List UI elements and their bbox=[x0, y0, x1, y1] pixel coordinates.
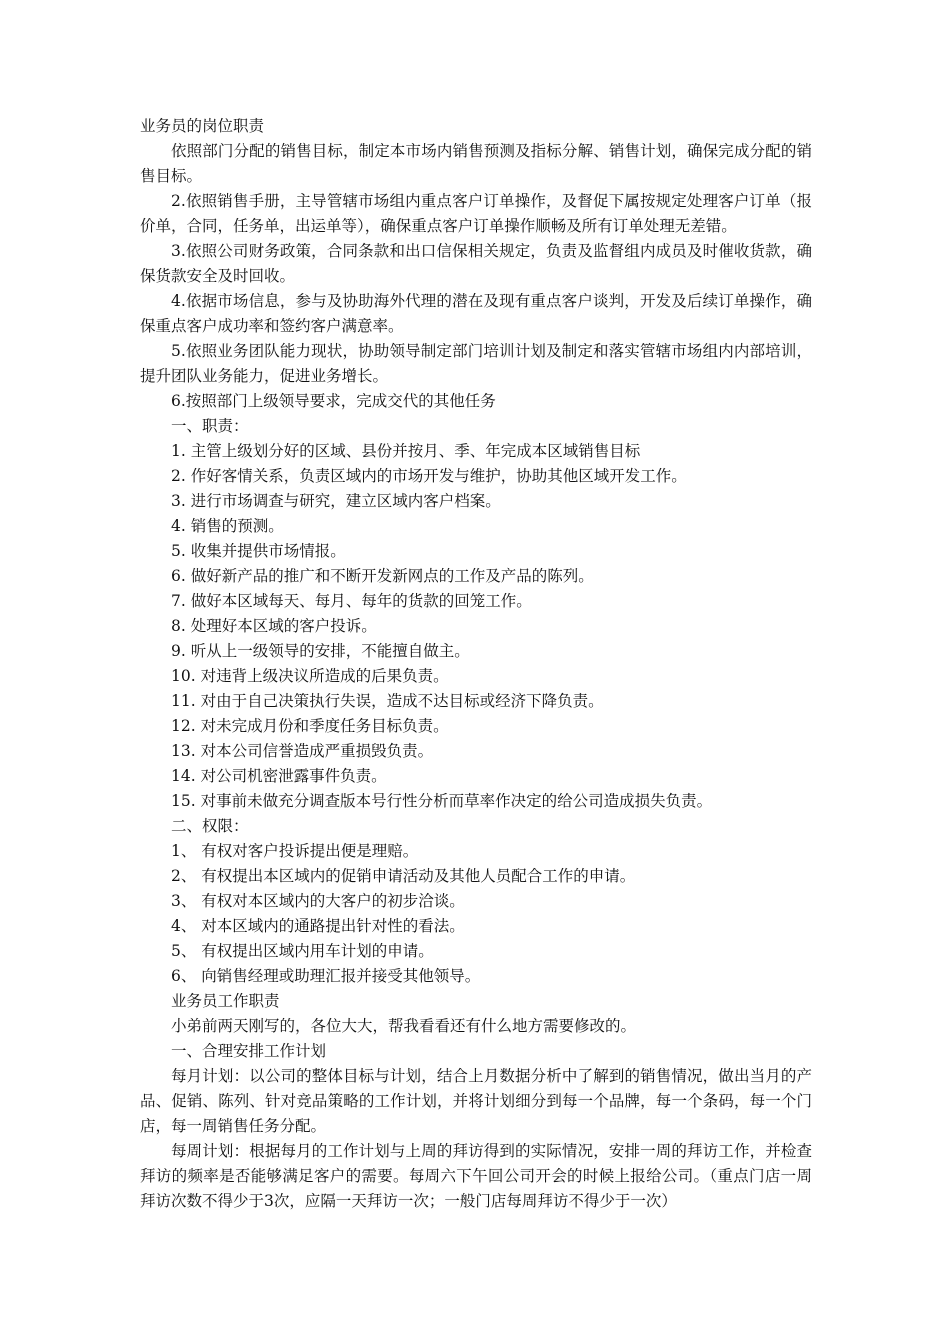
duty-item: 15. 对事前未做充分调查版本号行性分析而草率作决定的给公司造成损失负责。 bbox=[171, 792, 713, 810]
intro-paragraph: 4.依据市场信息，参与及协助海外代理的潜在及现有重点客户谈判，开发及后续订单操作，确保重点客户成功率和签约客户满意率。 bbox=[140, 292, 812, 335]
duty-item: 10. 对违背上级决议所造成的后果负责。 bbox=[171, 667, 449, 685]
duty-item: 12. 对未完成月份和季度任务目标负责。 bbox=[171, 717, 449, 735]
right-item: 3、 有权对本区域内的大客户的初步洽谈。 bbox=[171, 892, 465, 910]
plan-heading: 一、合理安排工作计划 bbox=[171, 1042, 327, 1060]
duty-item: 8. 处理好本区域的客户投诉。 bbox=[171, 617, 377, 635]
rights-heading: 二、权限： bbox=[171, 817, 249, 835]
duty-item: 5. 收集并提供市场情报。 bbox=[171, 542, 346, 560]
intro-paragraph: 2.依照销售手册，主导管辖市场组内重点客户订单操作，及督促下属按规定处理客户订单（报价单，合同，任务单，出运单等），确保重点客户订单操作顺畅及所有订单处理无差错。 bbox=[140, 192, 812, 235]
right-item: 2、 有权提出本区域内的促销申请活动及其他人员配合工作的申请。 bbox=[171, 867, 636, 885]
document-title: 业务员的岗位职责 bbox=[140, 117, 265, 135]
duty-item: 1. 主管上级划分好的区域、县份并按月、季、年完成本区域销售目标 bbox=[171, 442, 641, 460]
duty-item: 3. 进行市场调查与研究，建立区域内客户档案。 bbox=[171, 492, 501, 510]
duty-item: 4. 销售的预测。 bbox=[171, 517, 284, 535]
right-item: 5、 有权提出区域内用车计划的申请。 bbox=[171, 942, 434, 960]
plan-paragraph: 每月计划：以公司的整体目标与计划，结合上月数据分析中了解到的销售情况，做出当月的产品、促销、陈列、针对竞品策略的工作计划，并将计划细分到每一个品牌，每一个条码，每一个门店，每一周销售任务分配。 bbox=[140, 1067, 812, 1135]
intro-paragraph: 依照部门分配的销售目标，制定本市场内销售预测及指标分解、销售计划，确保完成分配的销售目标。 bbox=[140, 142, 812, 185]
duty-item: 11. 对由于自己决策执行失误，造成不达目标或经济下降负责。 bbox=[171, 692, 604, 710]
right-item: 6、 向销售经理或助理汇报并接受其他领导。 bbox=[171, 967, 481, 985]
duty-item: 14. 对公司机密泄露事件负责。 bbox=[171, 767, 387, 785]
section2-intro: 小弟前两天刚写的，各位大大，帮我看看还有什么地方需要修改的。 bbox=[171, 1017, 637, 1035]
intro-paragraph: 6.按照部门上级领导要求，完成交代的其他任务 bbox=[171, 392, 496, 410]
right-item: 4、 对本区域内的通路提出针对性的看法。 bbox=[171, 917, 465, 935]
duty-item: 9. 听从上一级领导的安排，不能擅自做主。 bbox=[171, 642, 470, 660]
document-body bbox=[140, 114, 812, 1214]
right-item: 1、 有权对客户投诉提出便是理赔。 bbox=[171, 842, 419, 860]
duty-item: 7. 做好本区域每天、每月、每年的货款的回笼工作。 bbox=[171, 592, 532, 610]
plan-paragraph: 每周计划：根据每月的工作计划与上周的拜访得到的实际情况，安排一周的拜访工作，并检查拜访的频率是否能够满足客户的需要。每周六下午回公司开会的时候上报给公司。（重点门店一周拜访次数不得少于3次，应隔一天拜访一次；一般门店每周拜访不得少于一次） bbox=[140, 1142, 812, 1210]
duty-item: 6. 做好新产品的推广和不断开发新网点的工作及产品的陈列。 bbox=[171, 567, 594, 585]
intro-paragraph: 3.依照公司财务政策，合同条款和出口信保相关规定，负责及监督组内成员及时催收货款，确保货款安全及时回收。 bbox=[140, 242, 812, 285]
duty-item: 2. 作好客情关系，负责区域内的市场开发与维护，协助其他区域开发工作。 bbox=[171, 467, 687, 485]
duties-heading: 一、职责： bbox=[171, 417, 249, 435]
intro-paragraph: 5.依照业务团队能力现状，协助领导制定部门培训计划及制定和落实管辖市场组内内部培训，提升团队业务能力，促进业务增长。 bbox=[140, 342, 812, 385]
duty-item: 13. 对本公司信誉造成严重损毁负责。 bbox=[171, 742, 434, 760]
section2-title: 业务员工作职责 bbox=[171, 992, 280, 1010]
